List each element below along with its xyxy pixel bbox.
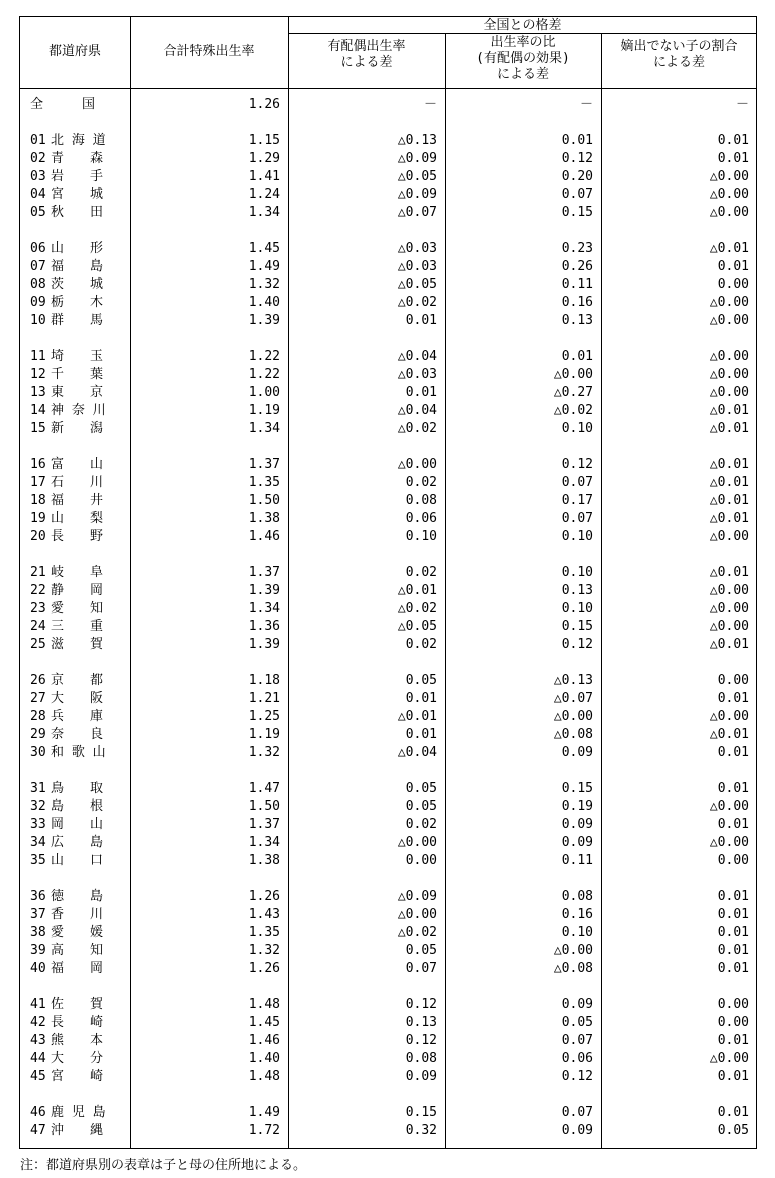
header-nonmarital: 嫡出でない子の割合 による差 (620, 39, 738, 70)
diff-married-rate: 0.02 (405, 565, 437, 580)
diff-nonmarital: 0.01 (717, 889, 749, 904)
diff-rate-ratio: 0.07 (561, 1033, 593, 1048)
diff-nonmarital: △0.01 (709, 565, 749, 580)
pref-code: 11 (30, 349, 46, 364)
diff-rate-ratio: 0.17 (561, 493, 593, 508)
pref-name: 香 川 (51, 907, 104, 922)
header-rate-ratio: 出生率の比 (有配偶の効果) による差 (476, 35, 570, 82)
diff-nonmarital: 0.01 (717, 781, 749, 796)
pref-code: 36 (30, 889, 46, 904)
pref-name: 広 島 (51, 835, 104, 850)
pref-name: 高 知 (51, 943, 104, 958)
diff-married-rate: 0.06 (405, 511, 437, 526)
pref-name: 岩 手 (51, 169, 104, 184)
diff-nonmarital: △0.00 (709, 367, 749, 382)
diff-married-rate: 0.10 (405, 529, 437, 544)
diff-nonmarital: △0.01 (709, 421, 749, 436)
pref-code: 46 (30, 1105, 46, 1120)
pref-code: 04 (30, 187, 46, 202)
pref-name: 東 京 (51, 385, 104, 400)
diff-nonmarital: 0.05 (717, 1123, 749, 1138)
statistics-table (19, 16, 757, 1149)
pref-code: 15 (30, 421, 46, 436)
diff-nonmarital: 0.00 (717, 997, 749, 1012)
tfr-value: 1.46 (248, 1033, 280, 1048)
pref-code: 39 (30, 943, 46, 958)
pref-name: 愛 媛 (51, 925, 104, 940)
tfr-value: 1.39 (248, 583, 280, 598)
tfr-value: 1.35 (248, 925, 280, 940)
pref-code: 37 (30, 907, 46, 922)
diff-married-rate: △0.02 (397, 925, 437, 940)
tfr-value: 1.35 (248, 475, 280, 490)
diff-rate-ratio: 0.10 (561, 421, 593, 436)
diff-nonmarital: 0.01 (717, 259, 749, 274)
tfr-value: 1.32 (248, 745, 280, 760)
diff-nonmarital: 0.01 (717, 151, 749, 166)
diff-married-rate: 0.08 (405, 493, 437, 508)
pref-code: 38 (30, 925, 46, 940)
pref-code: 07 (30, 259, 46, 274)
pref-code: 40 (30, 961, 46, 976)
diff-married-rate: △0.05 (397, 619, 437, 634)
tfr-value: 1.21 (248, 691, 280, 706)
pref-code: 30 (30, 745, 46, 760)
tfr-value: 1.39 (248, 637, 280, 652)
pref-name: 神 奈 川 (51, 403, 106, 418)
diff-nonmarital: △0.00 (709, 583, 749, 598)
diff-nonmarital: △0.01 (709, 493, 749, 508)
diff-nonmarital: 0.01 (717, 817, 749, 832)
pref-code: 16 (30, 457, 46, 472)
tfr-value: 1.49 (248, 259, 280, 274)
tfr-value: 1.34 (248, 601, 280, 616)
diff-married-rate: △0.13 (397, 133, 437, 148)
diff-rate-ratio: 0.08 (561, 889, 593, 904)
tfr-value: 1.49 (248, 1105, 280, 1120)
diff-rate-ratio: 0.10 (561, 529, 593, 544)
pref-code: 05 (30, 205, 46, 220)
pref-code: 43 (30, 1033, 46, 1048)
pref-name: 岡 山 (51, 817, 104, 832)
tfr-value: 1.00 (248, 385, 280, 400)
diff-nonmarital: △0.00 (709, 835, 749, 850)
diff-married-rate: △0.04 (397, 403, 437, 418)
tfr-value: 1.34 (248, 421, 280, 436)
diff-rate-ratio: 0.01 (561, 133, 593, 148)
diff-married-rate: 0.05 (405, 673, 437, 688)
diff-nonmarital: △0.00 (709, 601, 749, 616)
header-gap-group: 全国との格差 (483, 18, 562, 33)
tfr-value: 1.37 (248, 457, 280, 472)
diff-rate-ratio: 0.16 (561, 295, 593, 310)
pref-code: 27 (30, 691, 46, 706)
diff-rate-ratio: △0.07 (553, 691, 593, 706)
diff-rate-ratio: 0.07 (561, 475, 593, 490)
pref-code: 35 (30, 853, 46, 868)
tfr-value: 1.72 (248, 1123, 280, 1138)
pref-name: 沖 縄 (51, 1123, 104, 1138)
tfr-value: 1.19 (248, 727, 280, 742)
diff-married-rate: △0.09 (397, 187, 437, 202)
pref-code: 23 (30, 601, 46, 616)
pref-name: 三 重 (51, 619, 104, 634)
diff-married-rate: △0.01 (397, 583, 437, 598)
tfr-value: 1.36 (248, 619, 280, 634)
pref-name: 栃 木 (51, 295, 104, 310)
pref-name: 千 葉 (51, 367, 104, 382)
pref-name: 長 崎 (51, 1015, 104, 1030)
pref-code: 08 (30, 277, 46, 292)
diff-married-rate: △0.02 (397, 421, 437, 436)
pref-name: 石 川 (51, 475, 104, 490)
diff-nonmarital: 0.01 (717, 745, 749, 760)
diff-rate-ratio: 0.11 (561, 853, 593, 868)
diff-married-rate: 0.15 (405, 1105, 437, 1120)
diff-rate-ratio: △0.08 (553, 727, 593, 742)
pref-code: 20 (30, 529, 46, 544)
diff-nonmarital: 0.00 (717, 853, 749, 868)
diff-nonmarital: △0.00 (709, 799, 749, 814)
pref-name: 山 口 (51, 853, 104, 868)
diff-nonmarital: △0.00 (709, 619, 749, 634)
tfr-value: 1.45 (248, 241, 280, 256)
diff-nonmarital: 0.01 (717, 925, 749, 940)
pref-name: 長 野 (51, 529, 104, 544)
diff-married-rate: △0.05 (397, 277, 437, 292)
diff-rate-ratio: 0.15 (561, 205, 593, 220)
diff-married-rate: △0.02 (397, 601, 437, 616)
diff-married-rate: 0.07 (405, 961, 437, 976)
tfr-value: 1.50 (248, 493, 280, 508)
diff-nonmarital: △0.01 (709, 727, 749, 742)
tfr-value: 1.24 (248, 187, 280, 202)
diff-nonmarital: 0.01 (717, 1033, 749, 1048)
diff-married-rate: 0.13 (405, 1015, 437, 1030)
pref-name: 兵 庫 (51, 709, 104, 724)
national-diff-married: － (423, 97, 437, 112)
diff-married-rate: 0.01 (405, 691, 437, 706)
diff-married-rate: △0.09 (397, 151, 437, 166)
diff-rate-ratio: △0.13 (553, 673, 593, 688)
pref-code: 09 (30, 295, 46, 310)
tfr-value: 1.50 (248, 799, 280, 814)
tfr-value: 1.37 (248, 565, 280, 580)
pref-name: 佐 賀 (51, 997, 104, 1012)
diff-married-rate: △0.04 (397, 349, 437, 364)
pref-name: 宮 崎 (51, 1069, 104, 1084)
diff-rate-ratio: 0.09 (561, 1123, 593, 1138)
pref-name: 静 岡 (51, 583, 104, 598)
diff-married-rate: 0.02 (405, 817, 437, 832)
diff-married-rate: 0.32 (405, 1123, 437, 1138)
tfr-value: 1.46 (248, 529, 280, 544)
diff-married-rate: 0.01 (405, 313, 437, 328)
pref-code: 14 (30, 403, 46, 418)
pref-name: 大 阪 (51, 691, 104, 706)
pref-code: 25 (30, 637, 46, 652)
pref-name: 鹿 児 島 (51, 1105, 106, 1120)
tfr-value: 1.41 (248, 169, 280, 184)
diff-rate-ratio: 0.09 (561, 745, 593, 760)
diff-rate-ratio: 0.01 (561, 349, 593, 364)
diff-nonmarital: △0.00 (709, 313, 749, 328)
pref-name: 福 岡 (51, 961, 104, 976)
diff-rate-ratio: 0.07 (561, 511, 593, 526)
diff-rate-ratio: 0.15 (561, 781, 593, 796)
pref-code: 41 (30, 997, 46, 1012)
tfr-value: 1.18 (248, 673, 280, 688)
diff-married-rate: △0.04 (397, 745, 437, 760)
diff-nonmarital: 0.01 (717, 133, 749, 148)
diff-rate-ratio: △0.00 (553, 709, 593, 724)
diff-rate-ratio: △0.00 (553, 943, 593, 958)
diff-rate-ratio: 0.09 (561, 835, 593, 850)
tfr-value: 1.40 (248, 1051, 280, 1066)
pref-code: 28 (30, 709, 46, 724)
diff-married-rate: 0.02 (405, 637, 437, 652)
diff-rate-ratio: 0.26 (561, 259, 593, 274)
pref-code: 22 (30, 583, 46, 598)
diff-nonmarital: 0.01 (717, 907, 749, 922)
diff-married-rate: 0.09 (405, 1069, 437, 1084)
pref-code: 26 (30, 673, 46, 688)
diff-rate-ratio: 0.09 (561, 817, 593, 832)
diff-nonmarital: △0.01 (709, 241, 749, 256)
diff-rate-ratio: 0.12 (561, 637, 593, 652)
pref-name: 福 島 (51, 259, 104, 274)
pref-code: 33 (30, 817, 46, 832)
pref-name: 徳 島 (51, 889, 104, 904)
tfr-value: 1.26 (248, 889, 280, 904)
diff-married-rate: 0.00 (405, 853, 437, 868)
pref-name: 山 梨 (51, 511, 104, 526)
header-married-rate: 有配偶出生率 による差 (327, 39, 406, 70)
diff-nonmarital: △0.01 (709, 457, 749, 472)
tfr-value: 1.26 (248, 961, 280, 976)
tfr-value: 1.22 (248, 349, 280, 364)
diff-married-rate: △0.05 (397, 169, 437, 184)
diff-rate-ratio: 0.10 (561, 601, 593, 616)
tfr-value: 1.48 (248, 997, 280, 1012)
pref-name: 富 山 (51, 457, 104, 472)
diff-nonmarital: △0.01 (709, 403, 749, 418)
diff-rate-ratio: 0.10 (561, 565, 593, 580)
header-prefecture: 都道府県 (48, 44, 101, 59)
diff-nonmarital: 0.01 (717, 1069, 749, 1084)
pref-code: 18 (30, 493, 46, 508)
diff-nonmarital: 0.00 (717, 673, 749, 688)
diff-rate-ratio: △0.02 (553, 403, 593, 418)
diff-rate-ratio: 0.12 (561, 1069, 593, 1084)
diff-nonmarital: 0.00 (717, 277, 749, 292)
diff-nonmarital: 0.01 (717, 1105, 749, 1120)
tfr-value: 1.32 (248, 277, 280, 292)
diff-rate-ratio: △0.08 (553, 961, 593, 976)
diff-nonmarital: 0.01 (717, 943, 749, 958)
diff-nonmarital: △0.00 (709, 529, 749, 544)
pref-code: 03 (30, 169, 46, 184)
pref-code: 45 (30, 1069, 46, 1084)
diff-married-rate: △0.09 (397, 889, 437, 904)
diff-rate-ratio: 0.19 (561, 799, 593, 814)
diff-married-rate: △0.07 (397, 205, 437, 220)
diff-married-rate: 0.05 (405, 799, 437, 814)
pref-name: 鳥 取 (51, 781, 104, 796)
diff-married-rate: △0.03 (397, 259, 437, 274)
diff-rate-ratio: 0.07 (561, 187, 593, 202)
diff-rate-ratio: 0.05 (561, 1015, 593, 1030)
pref-code: 01 (30, 133, 46, 148)
pref-name: 山 形 (51, 241, 104, 256)
diff-rate-ratio: 0.06 (561, 1051, 593, 1066)
tfr-value: 1.29 (248, 151, 280, 166)
pref-code: 19 (30, 511, 46, 526)
diff-married-rate: 0.05 (405, 943, 437, 958)
pref-code: 29 (30, 727, 46, 742)
tfr-value: 1.48 (248, 1069, 280, 1084)
diff-rate-ratio: 0.10 (561, 925, 593, 940)
pref-code: 42 (30, 1015, 46, 1030)
national-diff-ratio: － (579, 97, 593, 112)
pref-name: 大 分 (51, 1051, 104, 1066)
diff-nonmarital: △0.01 (709, 511, 749, 526)
diff-rate-ratio: 0.16 (561, 907, 593, 922)
diff-rate-ratio: 0.20 (561, 169, 593, 184)
diff-nonmarital: 0.00 (717, 1015, 749, 1030)
tfr-value: 1.19 (248, 403, 280, 418)
pref-name: 岐 阜 (51, 565, 104, 580)
tfr-value: 1.22 (248, 367, 280, 382)
pref-code: 24 (30, 619, 46, 634)
pref-code: 02 (30, 151, 46, 166)
pref-code: 32 (30, 799, 46, 814)
diff-rate-ratio: 0.23 (561, 241, 593, 256)
diff-nonmarital: △0.00 (709, 187, 749, 202)
tfr-value: 1.34 (248, 205, 280, 220)
table-rule (20, 88, 756, 89)
pref-name: 奈 良 (51, 727, 104, 742)
diff-nonmarital: △0.00 (709, 295, 749, 310)
tfr-value: 1.15 (248, 133, 280, 148)
diff-nonmarital: △0.01 (709, 475, 749, 490)
tfr-value: 1.37 (248, 817, 280, 832)
diff-married-rate: 0.08 (405, 1051, 437, 1066)
pref-name: 愛 知 (51, 601, 104, 616)
pref-code: 12 (30, 367, 46, 382)
pref-name: 宮 城 (51, 187, 104, 202)
diff-rate-ratio: 0.07 (561, 1105, 593, 1120)
tfr-value: 1.25 (248, 709, 280, 724)
tfr-value: 1.38 (248, 511, 280, 526)
tfr-value: 1.34 (248, 835, 280, 850)
pref-code: 06 (30, 241, 46, 256)
diff-rate-ratio: 0.15 (561, 619, 593, 634)
header-tfr: 合計特殊出生率 (163, 44, 255, 59)
diff-married-rate: △0.00 (397, 457, 437, 472)
pref-name: 青 森 (51, 151, 104, 166)
diff-married-rate: △0.03 (397, 241, 437, 256)
diff-married-rate: △0.00 (397, 835, 437, 850)
diff-nonmarital: △0.00 (709, 205, 749, 220)
diff-nonmarital: △0.00 (709, 385, 749, 400)
diff-married-rate: 0.02 (405, 475, 437, 490)
diff-married-rate: △0.00 (397, 907, 437, 922)
pref-name: 埼 玉 (51, 349, 104, 364)
pref-name: 茨 城 (51, 277, 104, 292)
pref-code: 21 (30, 565, 46, 580)
diff-married-rate: △0.01 (397, 709, 437, 724)
pref-code: 13 (30, 385, 46, 400)
pref-code: 44 (30, 1051, 46, 1066)
tfr-value: 1.45 (248, 1015, 280, 1030)
pref-name: 和 歌 山 (51, 745, 106, 760)
diff-nonmarital: △0.00 (709, 709, 749, 724)
pref-name: 福 井 (51, 493, 104, 508)
diff-married-rate: 0.05 (405, 781, 437, 796)
national-tfr: 1.26 (248, 97, 280, 112)
pref-code: 31 (30, 781, 46, 796)
diff-rate-ratio: 0.12 (561, 151, 593, 166)
national-diff-nonmarital: － (735, 97, 749, 112)
diff-married-rate: 0.01 (405, 727, 437, 742)
diff-rate-ratio: △0.00 (553, 367, 593, 382)
diff-nonmarital: △0.00 (709, 169, 749, 184)
pref-name: 京 都 (51, 673, 104, 688)
tfr-value: 1.47 (248, 781, 280, 796)
pref-name: 熊 本 (51, 1033, 104, 1048)
diff-rate-ratio: △0.27 (553, 385, 593, 400)
pref-name: 北 海 道 (51, 133, 106, 148)
pref-name: 新 潟 (51, 421, 104, 436)
pref-code: 17 (30, 475, 46, 490)
pref-name: 滋 賀 (51, 637, 104, 652)
national-label: 全 国 (30, 97, 96, 112)
pref-name: 島 根 (51, 799, 104, 814)
diff-married-rate: 0.12 (405, 1033, 437, 1048)
tfr-value: 1.38 (248, 853, 280, 868)
diff-nonmarital: 0.01 (717, 961, 749, 976)
tfr-value: 1.39 (248, 313, 280, 328)
pref-name: 群 馬 (51, 313, 104, 328)
pref-code: 47 (30, 1123, 46, 1138)
tfr-value: 1.32 (248, 943, 280, 958)
diff-nonmarital: △0.00 (709, 1051, 749, 1066)
footnote: 注：都道府県別の表章は子と母の住所地による。 (20, 1158, 307, 1173)
diff-married-rate: 0.12 (405, 997, 437, 1012)
pref-code: 34 (30, 835, 46, 850)
diff-nonmarital: 0.01 (717, 691, 749, 706)
diff-rate-ratio: 0.13 (561, 583, 593, 598)
pref-name: 秋 田 (51, 205, 104, 220)
tfr-value: 1.40 (248, 295, 280, 310)
diff-rate-ratio: 0.11 (561, 277, 593, 292)
diff-rate-ratio: 0.12 (561, 457, 593, 472)
diff-rate-ratio: 0.13 (561, 313, 593, 328)
pref-code: 10 (30, 313, 46, 328)
diff-rate-ratio: 0.09 (561, 997, 593, 1012)
diff-married-rate: △0.03 (397, 367, 437, 382)
tfr-value: 1.43 (248, 907, 280, 922)
diff-married-rate: 0.01 (405, 385, 437, 400)
diff-married-rate: △0.02 (397, 295, 437, 310)
diff-nonmarital: △0.00 (709, 349, 749, 364)
diff-nonmarital: △0.01 (709, 637, 749, 652)
